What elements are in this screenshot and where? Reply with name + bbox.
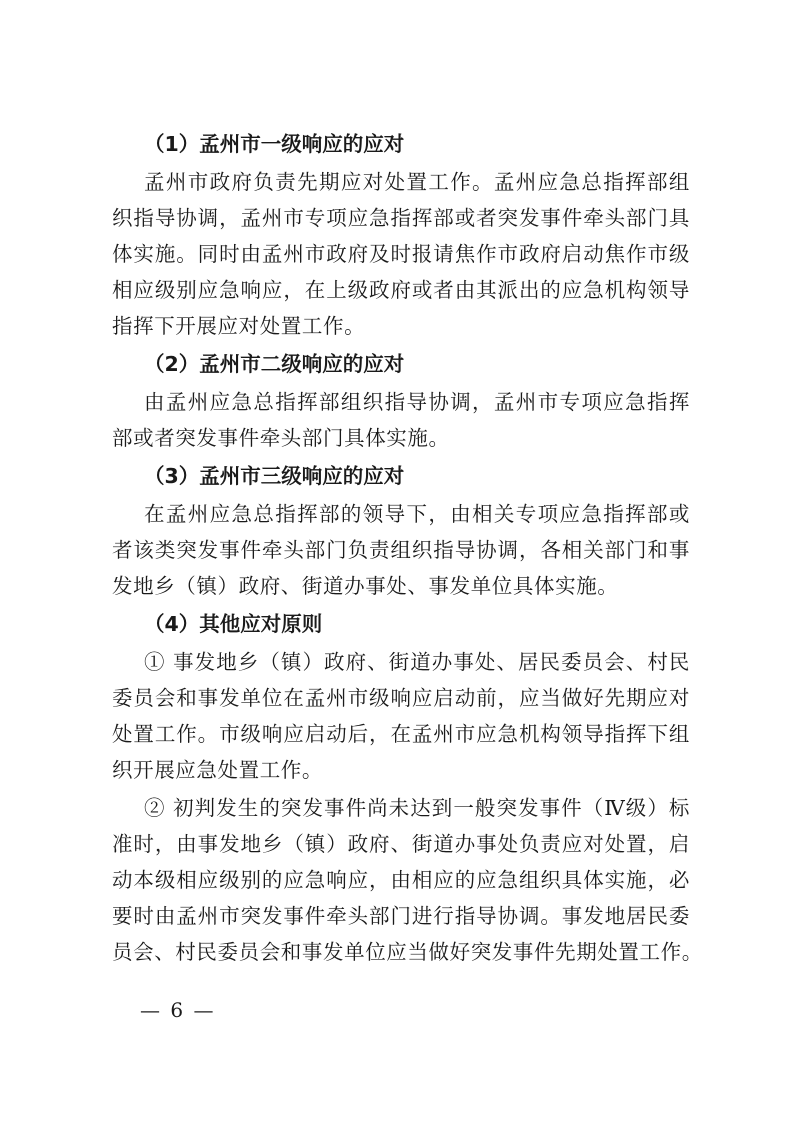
paragraph-line: 动本级相应级别的应急响应，由相应的应急组织具体实施，必 <box>112 868 690 892</box>
principle-paragraph-1 <box>112 644 690 788</box>
paragraph-line: ① 事发地乡（镇）政府、街道办事处、居民委员会、村民 <box>144 650 690 674</box>
paragraph-line: 处置工作。市级响应启动后，在孟州市应急机构领导指挥下组 <box>112 722 690 746</box>
section-heading-other-principles: （4）其他应对原则 <box>144 612 323 636</box>
paragraph-line: 织开展应急处置工作。 <box>112 758 323 782</box>
principle-paragraph-2 <box>112 790 703 970</box>
paragraph-line: 发地乡（镇）政府、街道办事处、事发单位具体实施。 <box>112 574 619 598</box>
paragraph-line: 在孟州应急总指挥部的领导下，由相关专项应急指挥部或 <box>144 502 690 526</box>
paragraph-line: 体实施。同时由孟州市政府及时报请焦作市政府启动焦作市级 <box>112 242 690 266</box>
section-paragraph-level-1 <box>112 164 690 344</box>
paragraph-line: 要时由孟州市突发事件牵头部门进行指导协调。事发地居民委 <box>112 904 690 928</box>
paragraph-line: 委员会和事发单位在孟州市级响应启动前，应当做好先期应对 <box>112 686 690 710</box>
paragraph-line: 部或者突发事件牵头部门具体实施。 <box>112 426 450 450</box>
paragraph-line: 准时，由事发地乡（镇）政府、街道办事处负责应对处置，启 <box>112 832 690 856</box>
paragraph-line: ② 初判发生的突发事件尚未达到一般突发事件（Ⅳ级）标 <box>144 796 690 820</box>
paragraph-line: 相应级别应急响应，在上级政府或者由其派出的应急机构领导 <box>112 278 690 302</box>
paragraph-line: 织指导协调，孟州市专项应急指挥部或者突发事件牵头部门具 <box>112 206 690 230</box>
paragraph-line: 指挥下开展应对处置工作。 <box>112 314 366 338</box>
paragraph-line: 由孟州应急总指挥部组织指导协调，孟州市专项应急指挥 <box>144 390 690 414</box>
document-body <box>112 126 703 972</box>
paragraph-line: 孟州市政府负责先期应对处置工作。孟州应急总指挥部组 <box>144 170 690 194</box>
paragraph-line: 者该类突发事件牵头部门负责组织指导协调，各相关部门和事 <box>112 538 690 562</box>
section-paragraph-level-2 <box>112 384 690 456</box>
section-heading-level-1: （1）孟州市一级响应的应对 <box>144 132 405 156</box>
section-heading-level-2: （2）孟州市二级响应的应对 <box>144 352 405 376</box>
section-heading-level-3: （3）孟州市三级响应的应对 <box>144 464 405 488</box>
section-paragraph-level-3 <box>112 496 690 604</box>
page-number: — 6 — <box>140 998 216 1022</box>
paragraph-line: 员会、村民委员会和事发单位应当做好突发事件先期处置工作。 <box>112 940 703 964</box>
